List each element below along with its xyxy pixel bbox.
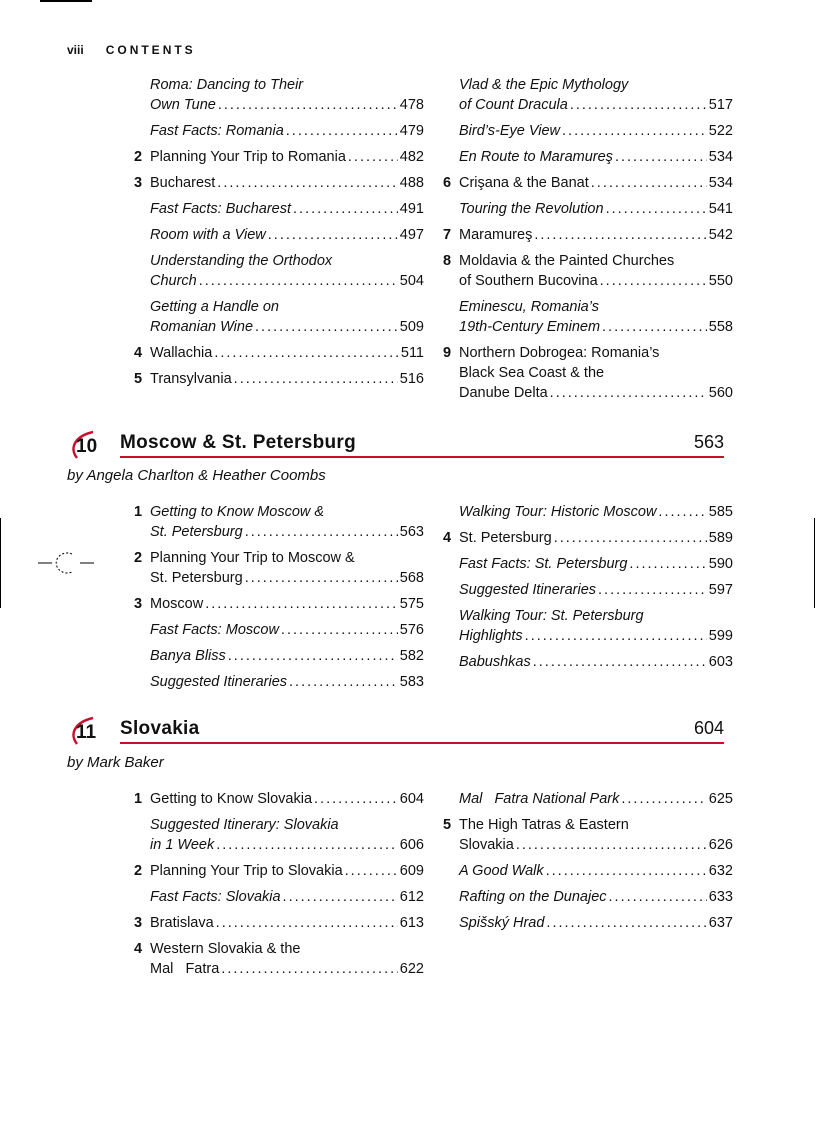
toc-entry-number: 4 xyxy=(134,345,143,361)
dot-leader xyxy=(286,121,398,141)
chapter-number: 10 xyxy=(76,436,98,457)
dot-leader xyxy=(629,554,706,574)
toc-entry-title: A Good Walk xyxy=(459,863,544,879)
toc-entry[interactable] xyxy=(134,199,424,219)
toc-entry-title: Walking Tour: Historic Moscow xyxy=(459,504,657,520)
dot-leader xyxy=(214,343,399,363)
toc-entry[interactable] xyxy=(134,672,424,692)
dot-leader xyxy=(658,502,706,522)
toc-entry-page: 633 xyxy=(708,889,733,905)
dot-leader xyxy=(293,199,398,219)
toc-entry[interactable] xyxy=(134,251,424,291)
toc-entry-title: Getting to Know Moscow & xyxy=(150,504,325,520)
toc-entry-page: 550 xyxy=(708,273,733,289)
toc-entry[interactable] xyxy=(134,75,424,115)
dot-leader xyxy=(245,522,398,542)
dot-leader xyxy=(591,173,707,193)
dot-leader xyxy=(609,887,707,907)
dot-leader xyxy=(216,835,398,855)
dot-leader xyxy=(268,225,398,245)
toc-entry-page: 541 xyxy=(708,201,733,217)
toc-entry-title: Mal Fatra National Park xyxy=(459,791,620,807)
toc-entry-page: 576 xyxy=(399,622,424,638)
toc-entry[interactable] xyxy=(134,620,424,640)
toc-entry-title: Maramureş xyxy=(459,227,533,243)
toc-entry-page: 509 xyxy=(399,319,424,335)
toc-entry-number: 3 xyxy=(134,915,143,931)
toc-entry-title: Highlights xyxy=(459,628,523,644)
toc-entry[interactable] xyxy=(443,173,733,193)
toc-entry-title: Western Slovakia & the xyxy=(150,941,301,957)
toc-entry-number: 1 xyxy=(134,791,143,807)
toc-entry-page: 516 xyxy=(399,371,424,387)
toc-entry-title: Own Tune xyxy=(150,97,216,113)
toc-entry[interactable] xyxy=(443,815,733,855)
toc-entry[interactable] xyxy=(443,606,733,646)
toc-entry-title: Romanian Wine xyxy=(150,319,254,335)
toc-entry-number: 7 xyxy=(443,227,452,243)
toc-entry-page: 604 xyxy=(399,791,424,807)
toc-entry-title: Suggested Itineraries xyxy=(150,674,288,690)
toc-entry-title: Wallachia xyxy=(150,345,213,361)
toc-entry[interactable] xyxy=(134,887,424,907)
toc-entry-page: 613 xyxy=(399,915,424,931)
toc-entry[interactable] xyxy=(443,652,733,672)
toc-right-column xyxy=(443,75,733,409)
toc-entry-page: 585 xyxy=(708,504,733,520)
toc-entry-title: En Route to Maramureş xyxy=(459,149,613,165)
registration-mark-icon xyxy=(38,548,94,578)
toc-entry[interactable] xyxy=(443,121,733,141)
toc-entry[interactable] xyxy=(134,343,424,363)
toc-entry-page: 491 xyxy=(399,201,424,217)
toc-entry[interactable] xyxy=(134,789,424,809)
toc-entry-title: of Southern Bucovina xyxy=(459,273,598,289)
dot-leader xyxy=(621,789,706,809)
toc-entry-title: Suggested Itinerary: Slovakia xyxy=(150,817,339,833)
toc-entry[interactable] xyxy=(443,861,733,881)
toc-entry[interactable] xyxy=(443,887,733,907)
dot-leader xyxy=(554,528,707,548)
toc-entry[interactable] xyxy=(443,913,733,933)
toc-entry[interactable] xyxy=(134,815,424,855)
toc-entry-title: Eminescu, Romania’s xyxy=(459,299,599,315)
chapter10-left-column xyxy=(134,502,424,698)
toc-entry-page: 590 xyxy=(708,556,733,572)
section-title: CONTENTS xyxy=(105,43,196,57)
toc-entry[interactable] xyxy=(443,528,733,548)
toc-entry-title: Rafting on the Dunajec xyxy=(459,889,607,905)
toc-entry-page: 522 xyxy=(708,123,733,139)
toc-entry-title: St. Petersburg xyxy=(150,570,243,586)
dot-leader xyxy=(199,271,398,291)
toc-entry[interactable] xyxy=(443,251,733,291)
toc-entry[interactable] xyxy=(134,121,424,141)
toc-entry-number: 6 xyxy=(443,175,452,191)
chapter-byline: by Angela Charlton & Heather Coombs xyxy=(67,467,326,484)
dot-leader xyxy=(218,95,398,115)
dot-leader xyxy=(533,652,707,672)
toc-entry-page: 534 xyxy=(708,175,733,191)
toc-entry-page: 597 xyxy=(708,582,733,598)
toc-entry-page: 612 xyxy=(399,889,424,905)
toc-entry-title: Bucharest xyxy=(150,175,216,191)
toc-entry-page: 582 xyxy=(399,648,424,664)
dot-leader xyxy=(216,913,398,933)
toc-entry-title: Church xyxy=(150,273,197,289)
toc-entry-title: Black Sea Coast & the xyxy=(459,365,605,381)
toc-entry-title: Moscow xyxy=(150,596,204,612)
toc-entry-title: Fast Facts: Romania xyxy=(150,123,284,139)
dot-leader xyxy=(516,835,707,855)
dot-leader xyxy=(221,959,398,979)
toc-entry[interactable] xyxy=(443,343,733,403)
toc-entry-title: Fast Facts: St. Petersburg xyxy=(459,556,628,572)
toc-entry[interactable] xyxy=(443,75,733,115)
page-header xyxy=(67,43,196,57)
dot-leader xyxy=(615,147,707,167)
toc-entry-number: 2 xyxy=(134,149,143,165)
chapter-rule xyxy=(120,742,724,744)
dot-leader xyxy=(570,95,707,115)
chapter-badge xyxy=(67,716,111,746)
toc-entry-page: 606 xyxy=(399,837,424,853)
toc-entry-page: 517 xyxy=(708,97,733,113)
toc-entry-title: Getting to Know Slovakia xyxy=(150,791,313,807)
chapter-heading xyxy=(67,716,724,748)
chapter-page: 563 xyxy=(693,432,724,452)
toc-entry[interactable] xyxy=(134,225,424,245)
toc-entry-page: 504 xyxy=(399,273,424,289)
toc-entry[interactable] xyxy=(443,789,733,809)
toc-entry-page: 637 xyxy=(708,915,733,931)
dot-leader xyxy=(602,317,707,337)
toc-entry-title: Planning Your Trip to Romania xyxy=(150,149,346,165)
toc-entry[interactable] xyxy=(134,913,424,933)
chapter-heading xyxy=(67,430,724,462)
chapter11-right-column xyxy=(443,789,733,939)
chapter11-left-column xyxy=(134,789,424,985)
chapter10-right-column xyxy=(443,502,733,678)
dot-leader xyxy=(546,861,707,881)
dot-leader xyxy=(606,199,707,219)
toc-entry-number: 8 xyxy=(443,253,452,269)
toc-entry-title: Suggested Itineraries xyxy=(459,582,597,598)
toc-entry-title: Roma: Dancing to Their xyxy=(150,77,304,93)
toc-entry-number: 3 xyxy=(134,596,143,612)
toc-entry[interactable] xyxy=(443,502,733,522)
dot-leader xyxy=(283,887,398,907)
toc-entry-number: 4 xyxy=(443,530,452,546)
toc-entry-page: 625 xyxy=(708,791,733,807)
toc-entry-title: Touring the Revolution xyxy=(459,201,604,217)
toc-entry-title: The High Tatras & Eastern xyxy=(459,817,629,833)
toc-entry-title: Walking Tour: St. Petersburg xyxy=(459,608,644,624)
toc-entry[interactable] xyxy=(134,594,424,614)
toc-entry-page: 583 xyxy=(399,674,424,690)
toc-entry-page: 632 xyxy=(708,863,733,879)
chapter-title[interactable]: Moscow & St. Petersburg xyxy=(120,432,356,453)
toc-entry-page: 603 xyxy=(708,654,733,670)
dot-leader xyxy=(348,147,398,167)
toc-entry-title: Northern Dobrogea: Romania’s xyxy=(459,345,660,361)
toc-entry-number: 9 xyxy=(443,345,452,361)
toc-entry[interactable] xyxy=(134,147,424,167)
toc-entry-page: 511 xyxy=(400,345,424,361)
toc-entry-title: Crişana & the Banat xyxy=(459,175,589,191)
dot-leader xyxy=(234,369,398,389)
toc-entry-title: Vlad & the Epic Mythology xyxy=(459,77,629,93)
toc-entry-title: St. Petersburg xyxy=(150,524,243,540)
toc-entry-title: Getting a Handle on xyxy=(150,299,279,315)
toc-entry-page: 575 xyxy=(399,596,424,612)
dot-leader xyxy=(600,271,707,291)
chapter-page: 604 xyxy=(693,718,724,738)
toc-entry-title: Planning Your Trip to Moscow & xyxy=(150,550,355,566)
toc-entry-title: Danube Delta xyxy=(459,385,548,401)
toc-entry-title: Mal Fatra xyxy=(150,961,220,977)
toc-entry-number: 2 xyxy=(134,550,143,566)
dot-leader xyxy=(546,913,706,933)
toc-entry[interactable] xyxy=(443,554,733,574)
dot-leader xyxy=(281,620,398,640)
toc-entry-page: 622 xyxy=(399,961,424,977)
chapter-title[interactable]: Slovakia xyxy=(120,718,200,739)
toc-entry[interactable] xyxy=(134,646,424,666)
toc-entry-page: 589 xyxy=(708,530,733,546)
top-rule xyxy=(40,0,92,2)
dot-leader xyxy=(598,580,707,600)
dot-leader xyxy=(217,173,398,193)
toc-entry[interactable] xyxy=(443,199,733,219)
dot-leader xyxy=(314,789,398,809)
toc-entry-number: 4 xyxy=(134,941,143,957)
toc-entry-page: 488 xyxy=(399,175,424,191)
toc-entry[interactable] xyxy=(443,297,733,337)
page-number: viii xyxy=(67,43,84,57)
trim-mark-right xyxy=(814,518,815,608)
toc-entry-number: 5 xyxy=(443,817,452,833)
dot-leader xyxy=(345,861,398,881)
toc-entry-title: St. Petersburg xyxy=(459,530,552,546)
toc-entry-page: 599 xyxy=(708,628,733,644)
chapter-badge xyxy=(67,430,111,460)
toc-entry-title: Transylvania xyxy=(150,371,232,387)
toc-entry-number: 5 xyxy=(134,371,143,387)
toc-entry-page: 482 xyxy=(399,149,424,165)
toc-entry-page: 478 xyxy=(399,97,424,113)
toc-entry-page: 560 xyxy=(708,385,733,401)
chapter-rule xyxy=(120,456,724,458)
toc-entry-page: 568 xyxy=(399,570,424,586)
toc-entry-page: 609 xyxy=(399,863,424,879)
toc-entry[interactable] xyxy=(134,861,424,881)
toc-entry-title: Slovakia xyxy=(459,837,514,853)
toc-entry-title: Moldavia & the Painted Churches xyxy=(459,253,675,269)
toc-entry-title: Fast Facts: Moscow xyxy=(150,622,279,638)
toc-entry-title: Bratislava xyxy=(150,915,214,931)
chapter-number: 11 xyxy=(76,722,97,743)
dot-leader xyxy=(228,646,398,666)
dot-leader xyxy=(205,594,398,614)
toc-entry[interactable] xyxy=(443,225,733,245)
toc-entry-title: Babushkas xyxy=(459,654,531,670)
toc-entry-title: Fast Facts: Bucharest xyxy=(150,201,292,217)
trim-mark-left xyxy=(0,518,1,608)
toc-entry-title: Understanding the Orthodox xyxy=(150,253,333,269)
toc-entry-title: Room with a View xyxy=(150,227,266,243)
toc-entry[interactable] xyxy=(134,502,424,542)
toc-entry-number: 1 xyxy=(134,504,143,520)
toc-entry-title: Fast Facts: Slovakia xyxy=(150,889,281,905)
toc-entry[interactable] xyxy=(134,297,424,337)
dot-leader xyxy=(289,672,398,692)
toc-entry[interactable] xyxy=(443,580,733,600)
toc-entry-title: 19th-Century Eminem xyxy=(459,319,601,335)
toc-entry[interactable] xyxy=(134,369,424,389)
dot-leader xyxy=(245,568,398,588)
toc-entry-number: 2 xyxy=(134,863,143,879)
toc-entry-page: 497 xyxy=(399,227,424,243)
toc-entry-page: 534 xyxy=(708,149,733,165)
toc-entry-page: 479 xyxy=(399,123,424,139)
toc-entry-title: Banya Bliss xyxy=(150,648,226,664)
toc-entry-page: 542 xyxy=(708,227,733,243)
dot-leader xyxy=(534,225,706,245)
toc-entry[interactable] xyxy=(443,147,733,167)
dot-leader xyxy=(255,317,398,337)
toc-left-column xyxy=(134,75,424,395)
toc-entry-page: 626 xyxy=(708,837,733,853)
toc-entry[interactable] xyxy=(134,939,424,979)
toc-entry[interactable] xyxy=(134,173,424,193)
dot-leader xyxy=(525,626,707,646)
toc-entry-page: 563 xyxy=(399,524,424,540)
dot-leader xyxy=(562,121,707,141)
toc-entry-page: 558 xyxy=(708,319,733,335)
dot-leader xyxy=(550,383,707,403)
toc-entry[interactable] xyxy=(134,548,424,588)
toc-entry-title: Planning Your Trip to Slovakia xyxy=(150,863,343,879)
toc-entry-title: Bird’s-Eye View xyxy=(459,123,561,139)
toc-entry-title: of Count Dracula xyxy=(459,97,568,113)
toc-entry-title: Spišský Hrad xyxy=(459,915,545,931)
chapter-byline: by Mark Baker xyxy=(67,754,164,771)
toc-entry-number: 3 xyxy=(134,175,143,191)
toc-entry-title: in 1 Week xyxy=(150,837,215,853)
